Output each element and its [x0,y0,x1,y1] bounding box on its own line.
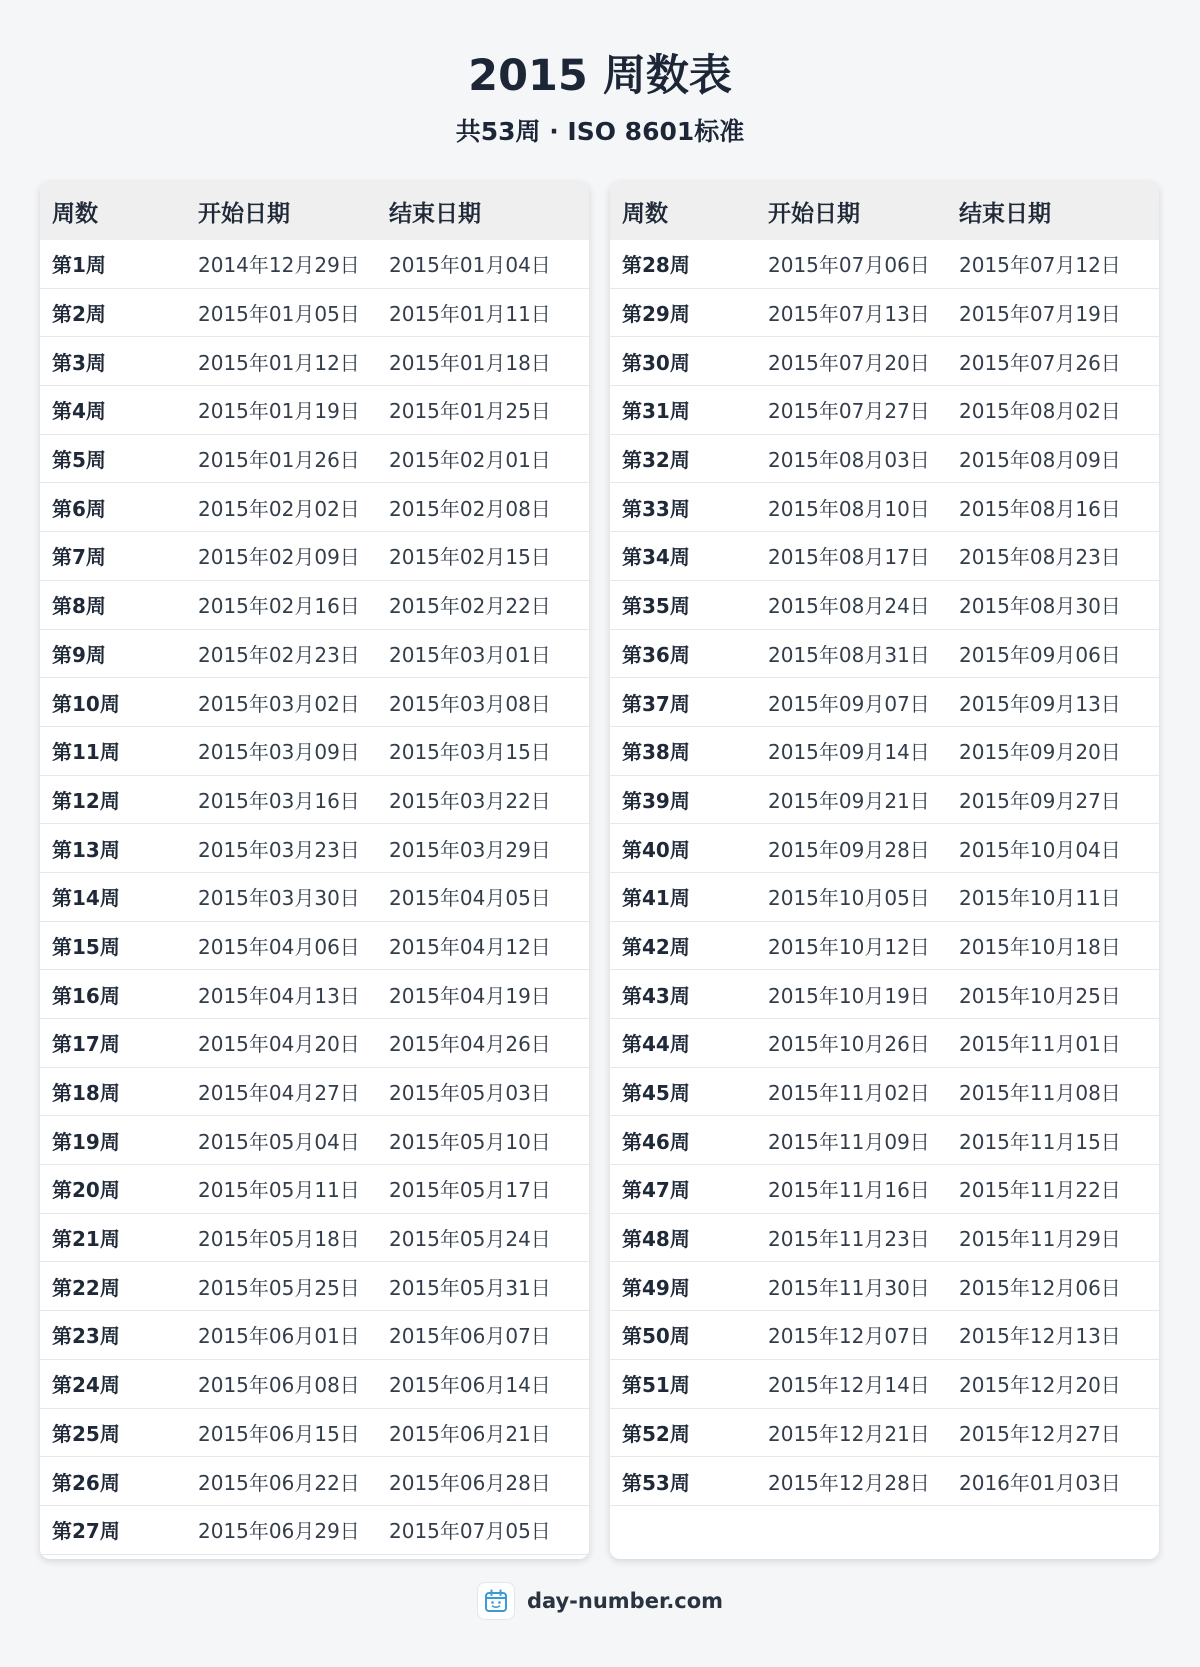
week-cell: 第35周 [610,580,756,629]
week-cell: 第47周 [610,1165,756,1214]
week-cell: 第12周 [40,775,186,824]
end-date-cell: 2015年02月22日 [377,580,589,629]
table-row [40,386,589,435]
start-date-cell: 2015年02月09日 [186,532,377,581]
end-date-cell: 2015年03月29日 [377,824,589,873]
end-date-cell: 2015年03月22日 [377,775,589,824]
header-start-date: 开始日期 [186,182,377,240]
week-cell: 第28周 [610,240,756,288]
end-date-cell: 2015年05月17日 [377,1165,589,1214]
table-row [610,1408,1159,1457]
table-header-row [610,182,1159,240]
table-row [610,434,1159,483]
week-cell: 第37周 [610,678,756,727]
week-cell: 第27周 [40,1505,186,1554]
week-cell: 第6周 [40,483,186,532]
table-row [40,1359,589,1408]
start-date-cell: 2015年05月25日 [186,1262,377,1311]
week-cell: 第41周 [610,872,756,921]
table-row [40,483,589,532]
week-cell: 第23周 [40,1311,186,1360]
end-date-cell: 2015年11月22日 [947,1165,1159,1214]
end-date-cell: 2015年02月15日 [377,532,589,581]
start-date-cell: 2015年10月26日 [756,1019,947,1068]
start-date-cell: 2015年02月02日 [186,483,377,532]
start-date-cell: 2015年11月09日 [756,1116,947,1165]
week-cell: 第25周 [40,1408,186,1457]
end-date-cell: 2015年11月29日 [947,1213,1159,1262]
week-cell: 第44周 [610,1019,756,1068]
table-row [610,1359,1159,1408]
table-row [40,1067,589,1116]
start-date-cell: 2015年01月26日 [186,434,377,483]
start-date-cell: 2015年03月23日 [186,824,377,873]
table-row [40,1213,589,1262]
table-row [40,872,589,921]
weeks-table-left [40,182,589,1559]
table-row [40,775,589,824]
table-row [40,1311,589,1360]
start-date-cell: 2015年12月21日 [756,1408,947,1457]
end-date-cell: 2015年09月27日 [947,775,1159,824]
table-row [610,1019,1159,1068]
end-date-cell: 2015年04月26日 [377,1019,589,1068]
end-date-cell: 2015年06月14日 [377,1359,589,1408]
end-date-cell: 2015年12月06日 [947,1262,1159,1311]
start-date-cell: 2015年02月23日 [186,629,377,678]
header-end-date: 结束日期 [377,182,589,240]
week-cell: 第5周 [40,434,186,483]
table-row [40,1457,589,1506]
week-cell: 第21周 [40,1213,186,1262]
start-date-cell: 2015年05月18日 [186,1213,377,1262]
table-row [40,434,589,483]
table-row [610,386,1159,435]
header-start-date: 开始日期 [756,182,947,240]
table-row [40,726,589,775]
week-cell: 第49周 [610,1262,756,1311]
end-date-cell: 2015年05月03日 [377,1067,589,1116]
table-row [610,337,1159,386]
end-date-cell: 2015年06月07日 [377,1311,589,1360]
table-row [40,1116,589,1165]
table-row [40,921,589,970]
end-date-cell: 2015年09月20日 [947,726,1159,775]
page-title: 2015 周数表 [468,51,732,101]
start-date-cell: 2015年05月04日 [186,1116,377,1165]
start-date-cell: 2015年09月07日 [756,678,947,727]
site-name: day-number.com [526,1589,724,1613]
end-date-cell: 2015年02月01日 [377,434,589,483]
end-date-cell: 2015年08月30日 [947,580,1159,629]
end-date-cell: 2015年10月18日 [947,921,1159,970]
start-date-cell: 2015年03月09日 [186,726,377,775]
table-row [40,288,589,337]
start-date-cell: 2015年08月31日 [756,629,947,678]
start-date-cell: 2015年09月28日 [756,824,947,873]
end-date-cell: 2015年01月11日 [377,288,589,337]
table-row [40,970,589,1019]
start-date-cell: 2015年08月17日 [756,532,947,581]
start-date-cell: 2015年03月16日 [186,775,377,824]
start-date-cell: 2015年08月24日 [756,580,947,629]
end-date-cell: 2015年08月02日 [947,386,1159,435]
start-date-cell: 2015年12月28日 [756,1457,947,1506]
start-date-cell: 2015年01月19日 [186,386,377,435]
start-date-cell: 2015年12月07日 [756,1311,947,1360]
start-date-cell: 2015年03月02日 [186,678,377,727]
week-cell: 第39周 [610,775,756,824]
start-date-cell: 2015年07月27日 [756,386,947,435]
calendar-face-icon [477,1582,515,1620]
table-row [610,580,1159,629]
end-date-cell: 2015年01月04日 [377,240,589,288]
table-row [610,1067,1159,1116]
table-row [610,532,1159,581]
table-row [610,1457,1159,1506]
week-cell: 第52周 [610,1408,756,1457]
end-date-cell: 2015年04月12日 [377,921,589,970]
end-date-cell: 2015年11月01日 [947,1019,1159,1068]
week-cell: 第43周 [610,970,756,1019]
table-row [40,580,589,629]
week-cell: 第11周 [40,726,186,775]
end-date-cell: 2015年01月18日 [377,337,589,386]
week-cell: 第3周 [40,337,186,386]
table-row [40,824,589,873]
end-date-cell: 2015年06月21日 [377,1408,589,1457]
table-row [40,1019,589,1068]
table-row [40,1408,589,1457]
table-row [610,1213,1159,1262]
end-date-cell: 2015年09月06日 [947,629,1159,678]
week-cell: 第36周 [610,629,756,678]
start-date-cell: 2015年10月12日 [756,921,947,970]
table-row [610,726,1159,775]
start-date-cell: 2015年01月05日 [186,288,377,337]
end-date-cell: 2015年12月13日 [947,1311,1159,1360]
start-date-cell: 2015年04月20日 [186,1019,377,1068]
table-row [610,775,1159,824]
end-date-cell: 2015年03月08日 [377,678,589,727]
start-date-cell: 2015年04月13日 [186,970,377,1019]
table-row [40,1165,589,1214]
start-date-cell: 2015年06月08日 [186,1359,377,1408]
end-date-cell: 2015年07月05日 [377,1505,589,1554]
table-row [610,921,1159,970]
end-date-cell: 2015年05月24日 [377,1213,589,1262]
week-cell: 第46周 [610,1116,756,1165]
start-date-cell: 2015年06月22日 [186,1457,377,1506]
table-row [40,532,589,581]
start-date-cell: 2015年04月06日 [186,921,377,970]
end-date-cell: 2015年05月10日 [377,1116,589,1165]
table-row [610,1165,1159,1214]
table-row [610,872,1159,921]
end-date-cell: 2015年08月16日 [947,483,1159,532]
table-row [610,483,1159,532]
table-row [40,678,589,727]
start-date-cell: 2015年06月15日 [186,1408,377,1457]
start-date-cell: 2015年03月30日 [186,872,377,921]
week-cell: 第48周 [610,1213,756,1262]
end-date-cell: 2015年11月15日 [947,1116,1159,1165]
week-cell: 第19周 [40,1116,186,1165]
end-date-cell: 2015年07月26日 [947,337,1159,386]
table-row [610,288,1159,337]
week-cell: 第2周 [40,288,186,337]
week-cell: 第51周 [610,1359,756,1408]
table-row [610,1262,1159,1311]
week-cell: 第29周 [610,288,756,337]
start-date-cell: 2015年08月03日 [756,434,947,483]
end-date-cell: 2015年12月20日 [947,1359,1159,1408]
start-date-cell: 2015年11月23日 [756,1213,947,1262]
table-row [610,1116,1159,1165]
start-date-cell: 2015年07月06日 [756,240,947,288]
end-date-cell: 2015年12月27日 [947,1408,1159,1457]
end-date-cell: 2016年01月03日 [947,1457,1159,1506]
table-row [610,1311,1159,1360]
end-date-cell: 2015年10月25日 [947,970,1159,1019]
start-date-cell: 2015年05月11日 [186,1165,377,1214]
end-date-cell: 2015年10月11日 [947,872,1159,921]
week-cell: 第26周 [40,1457,186,1506]
week-cell: 第34周 [610,532,756,581]
week-cell: 第9周 [40,629,186,678]
start-date-cell: 2015年06月01日 [186,1311,377,1360]
table-row [40,629,589,678]
end-date-cell: 2015年11月08日 [947,1067,1159,1116]
start-date-cell: 2015年07月20日 [756,337,947,386]
end-date-cell: 2015年08月23日 [947,532,1159,581]
header-end-date: 结束日期 [947,182,1159,240]
week-cell: 第45周 [610,1067,756,1116]
weeks-table-right [610,182,1159,1559]
end-date-cell: 2015年07月12日 [947,240,1159,288]
week-cell: 第20周 [40,1165,186,1214]
week-cell: 第16周 [40,970,186,1019]
header-week: 周数 [610,182,756,240]
end-date-cell: 2015年07月19日 [947,288,1159,337]
page-subtitle: 共53周 · ISO 8601标准 [455,117,745,146]
table-row [610,824,1159,873]
end-date-cell: 2015年03月01日 [377,629,589,678]
table-row [40,1505,589,1554]
start-date-cell: 2015年10月05日 [756,872,947,921]
week-cell: 第31周 [610,386,756,435]
start-date-cell: 2015年04月27日 [186,1067,377,1116]
table-row [610,970,1159,1019]
week-cell: 第50周 [610,1311,756,1360]
end-date-cell: 2015年02月08日 [377,483,589,532]
week-cell: 第40周 [610,824,756,873]
week-cell: 第30周 [610,337,756,386]
week-cell: 第33周 [610,483,756,532]
table-header-row [40,182,589,240]
week-cell: 第42周 [610,921,756,970]
footer [0,1581,1200,1621]
start-date-cell: 2015年11月30日 [756,1262,947,1311]
week-cell: 第18周 [40,1067,186,1116]
start-date-cell: 2015年12月14日 [756,1359,947,1408]
end-date-cell: 2015年09月13日 [947,678,1159,727]
table-row [610,629,1159,678]
end-date-cell: 2015年01月25日 [377,386,589,435]
end-date-cell: 2015年04月05日 [377,872,589,921]
week-cell: 第7周 [40,532,186,581]
table-row [610,240,1159,288]
week-cell: 第13周 [40,824,186,873]
end-date-cell: 2015年06月28日 [377,1457,589,1506]
start-date-cell: 2015年07月13日 [756,288,947,337]
week-cell: 第15周 [40,921,186,970]
end-date-cell: 2015年10月04日 [947,824,1159,873]
start-date-cell: 2015年09月14日 [756,726,947,775]
start-date-cell: 2015年10月19日 [756,970,947,1019]
table-row [40,337,589,386]
week-cell: 第53周 [610,1457,756,1506]
week-cell: 第14周 [40,872,186,921]
start-date-cell: 2015年08月10日 [756,483,947,532]
start-date-cell: 2015年06月29日 [186,1505,377,1554]
week-cell: 第17周 [40,1019,186,1068]
end-date-cell: 2015年04月19日 [377,970,589,1019]
week-cell: 第22周 [40,1262,186,1311]
weeks-table-body-right [610,240,1159,1505]
week-cell: 第10周 [40,678,186,727]
header-week: 周数 [40,182,186,240]
start-date-cell: 2015年11月16日 [756,1165,947,1214]
week-cell: 第4周 [40,386,186,435]
start-date-cell: 2015年11月02日 [756,1067,947,1116]
week-cell: 第8周 [40,580,186,629]
week-cell: 第24周 [40,1359,186,1408]
weeks-table-body-left [40,240,589,1554]
table-row [610,678,1159,727]
start-date-cell: 2014年12月29日 [186,240,377,288]
table-row [40,1262,589,1311]
week-cell: 第38周 [610,726,756,775]
table-row [40,240,589,288]
start-date-cell: 2015年02月16日 [186,580,377,629]
end-date-cell: 2015年08月09日 [947,434,1159,483]
week-cell: 第1周 [40,240,186,288]
start-date-cell: 2015年09月21日 [756,775,947,824]
end-date-cell: 2015年05月31日 [377,1262,589,1311]
week-cell: 第32周 [610,434,756,483]
start-date-cell: 2015年01月12日 [186,337,377,386]
end-date-cell: 2015年03月15日 [377,726,589,775]
